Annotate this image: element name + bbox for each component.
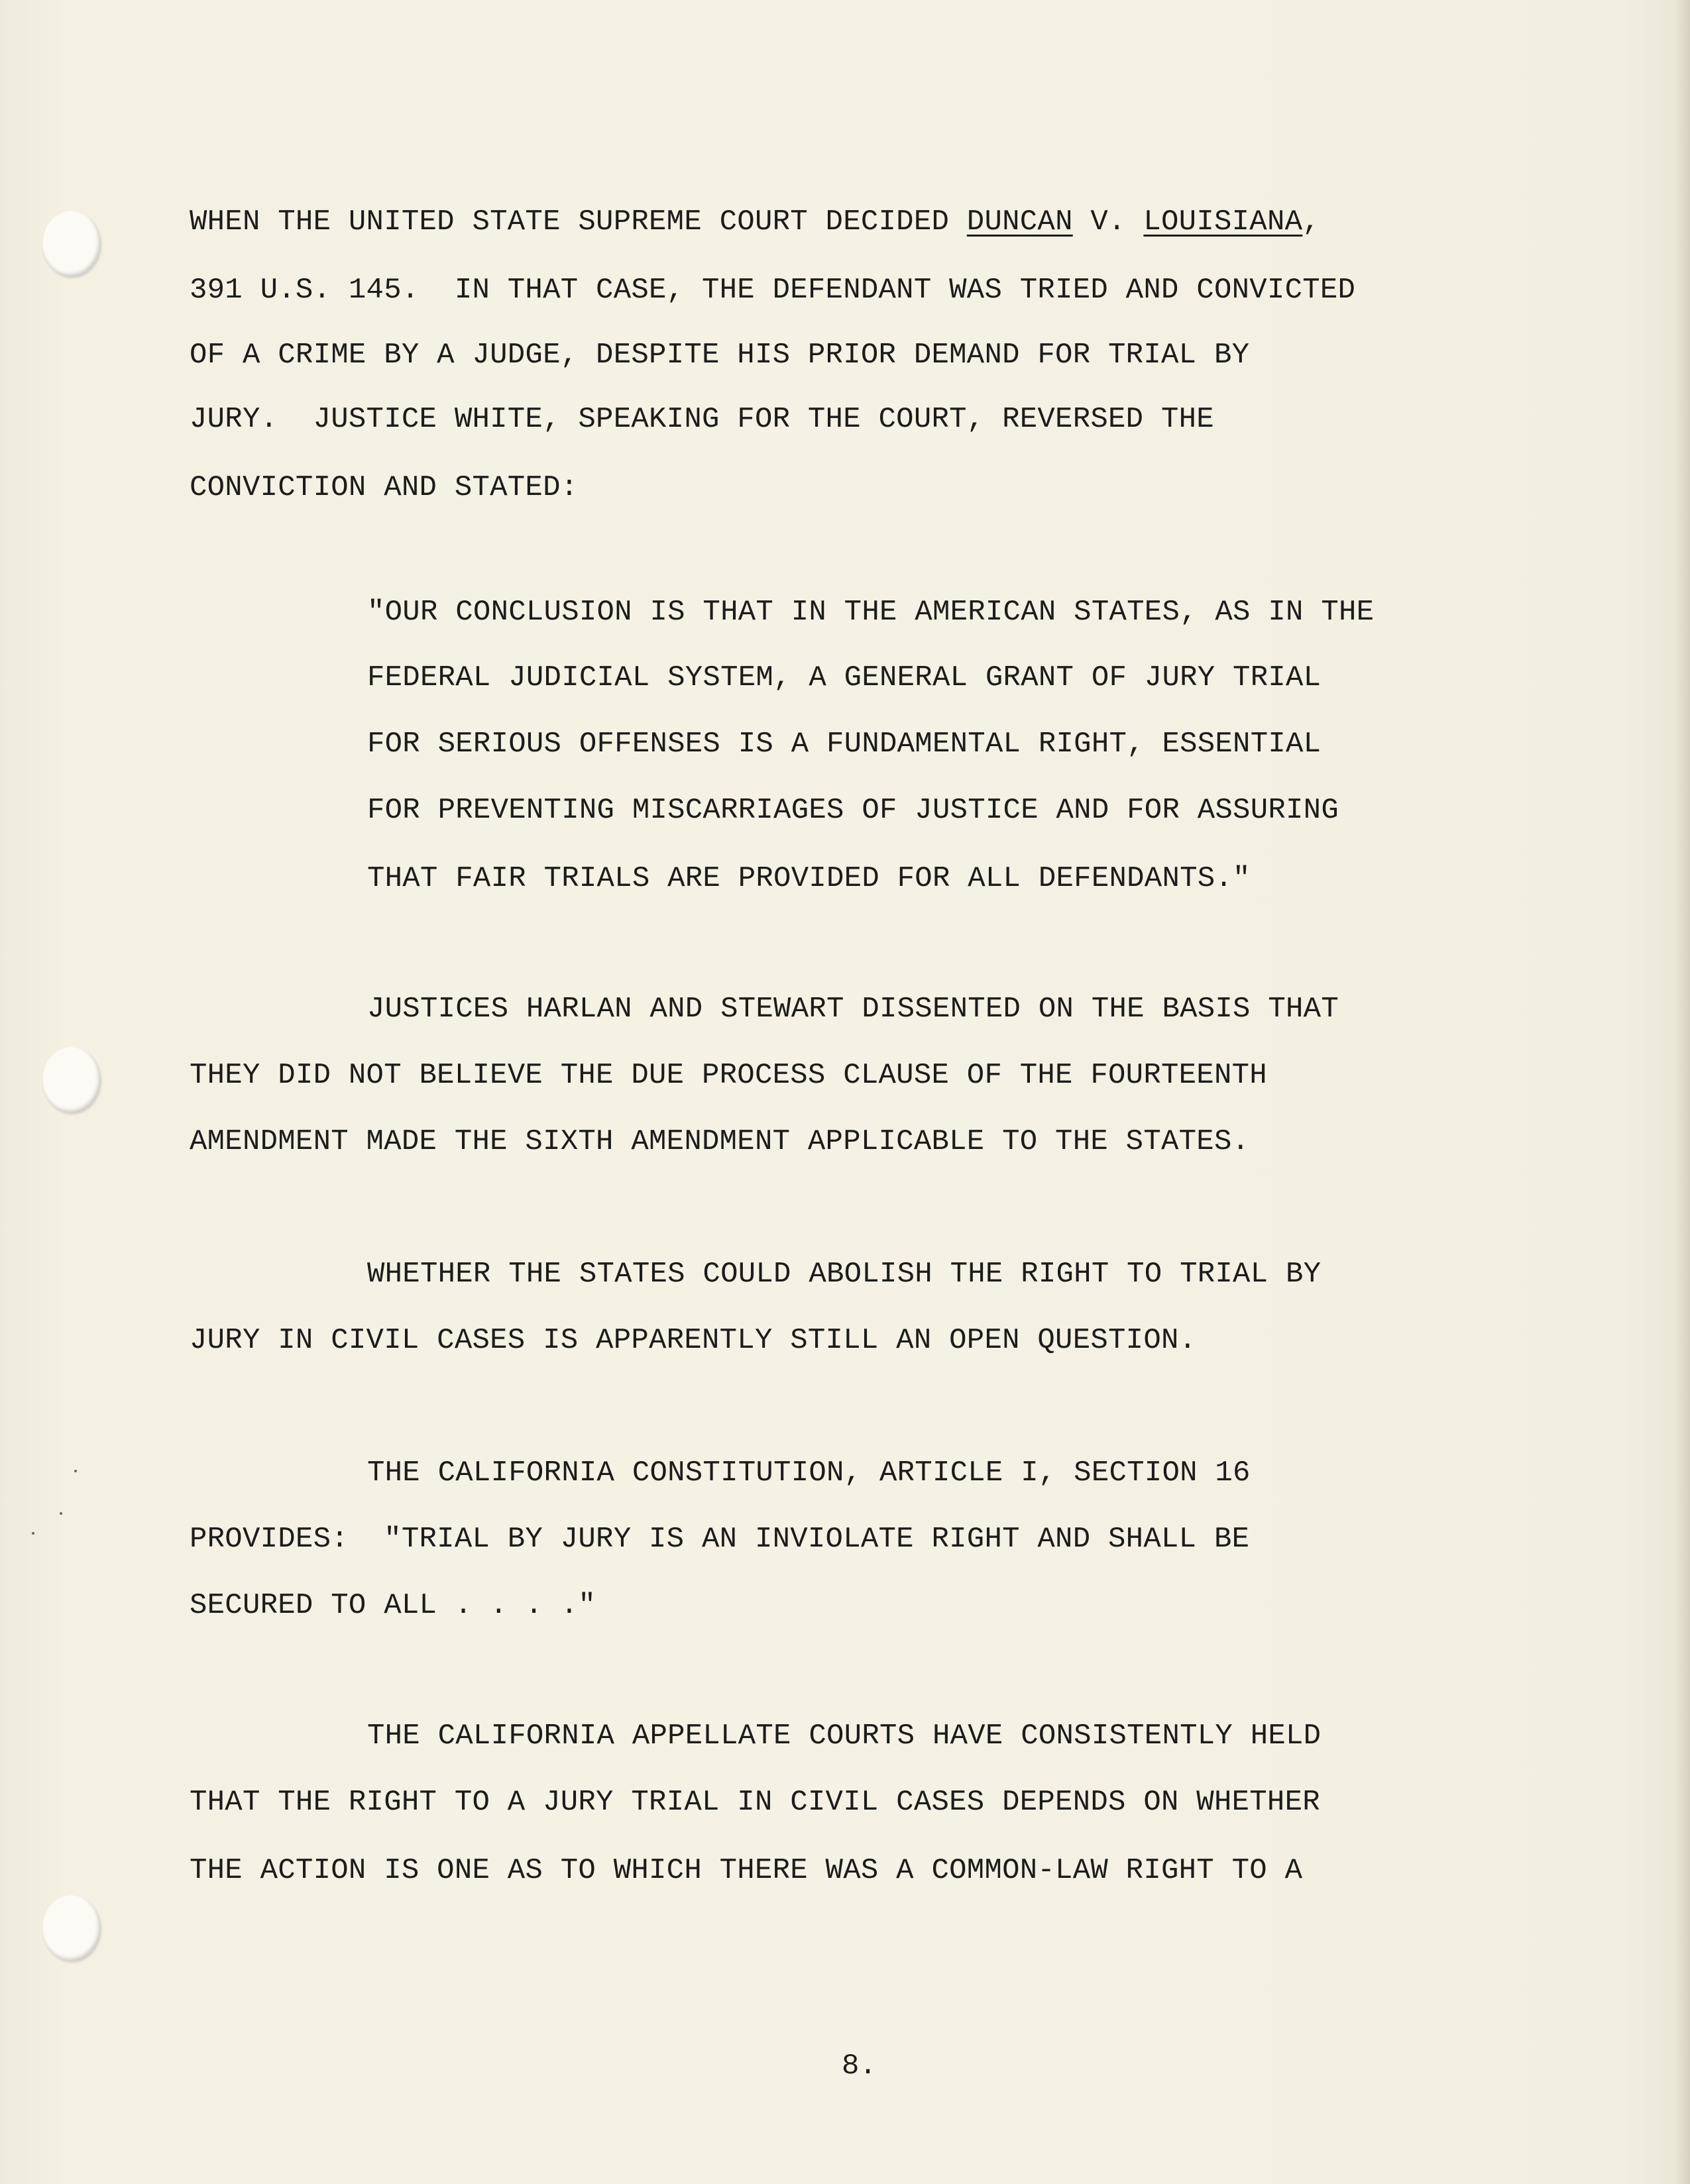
page-edge-shadow bbox=[1675, 0, 1690, 2184]
binder-hole-bottom bbox=[42, 1895, 101, 1961]
paragraph-1-line-2: 391 U.S. 145. IN THAT CASE, THE DEFENDANT WAS TRIED AND CONVICTED bbox=[190, 274, 1356, 307]
scan-speck bbox=[60, 1512, 62, 1515]
text-segment: V. bbox=[1072, 205, 1144, 239]
quote-line-4: FOR PREVENTING MISCARRIAGES OF JUSTICE AND FOR ASSURING bbox=[367, 794, 1339, 827]
scan-speck bbox=[74, 1470, 77, 1472]
quote-line-5: THAT FAIR TRIALS ARE PROVIDED FOR ALL DEFENDANTS." bbox=[367, 862, 1251, 895]
paragraph-1-line-5: CONVICTION AND STATED: bbox=[190, 471, 579, 504]
paragraph-3-line-1: WHETHER THE STATES COULD ABOLISH THE RIGHT TO TRIAL BY bbox=[367, 1258, 1322, 1291]
paragraph-3-line-2: JURY IN CIVIL CASES IS APPARENTLY STILL AN OPEN QUESTION. bbox=[190, 1324, 1197, 1357]
page-number: 8. bbox=[842, 2049, 877, 2083]
paragraph-2-line-1: JUSTICES HARLAN AND STEWART DISSENTED ON THE BASIS THAT bbox=[367, 993, 1339, 1026]
scan-speck bbox=[32, 1532, 34, 1535]
case-name-louisiana: LOUISIANA bbox=[1143, 205, 1303, 239]
paragraph-1-line-3: OF A CRIME BY A JUDGE, DESPITE HIS PRIOR DEMAND FOR TRIAL BY bbox=[190, 339, 1250, 372]
paragraph-1-line-1 bbox=[190, 203, 1320, 241]
paragraph-5-line-1: THE CALIFORNIA APPELLATE COURTS HAVE CONSISTENTLY HELD bbox=[367, 1720, 1322, 1753]
paragraph-2-line-2: THEY DID NOT BELIEVE THE DUE PROCESS CLAUSE OF THE FOURTEENTH bbox=[190, 1059, 1267, 1092]
paragraph-5-line-3: THE ACTION IS ONE AS TO WHICH THERE WAS A COMMON-LAW RIGHT TO A bbox=[190, 1854, 1303, 1887]
quote-line-2: FEDERAL JUDICIAL SYSTEM, A GENERAL GRANT OF JURY TRIAL bbox=[367, 661, 1322, 694]
quote-line-3: FOR SERIOUS OFFENSES IS A FUNDAMENTAL RIGHT, ESSENTIAL bbox=[367, 728, 1322, 761]
paragraph-4-line-3: SECURED TO ALL . . . ." bbox=[190, 1589, 596, 1622]
text-segment: WHEN THE UNITED STATE SUPREME COURT DECIDED bbox=[190, 205, 967, 239]
paragraph-4-line-2: PROVIDES: "TRIAL BY JURY IS AN INVIOLATE RIGHT AND SHALL BE bbox=[190, 1523, 1250, 1556]
binder-hole-middle bbox=[42, 1047, 101, 1113]
text-segment: , bbox=[1302, 205, 1320, 239]
paragraph-2-line-3: AMENDMENT MADE THE SIXTH AMENDMENT APPLICABLE TO THE STATES. bbox=[190, 1125, 1250, 1158]
case-name-duncan: DUNCAN bbox=[966, 205, 1073, 239]
paragraph-5-line-2: THAT THE RIGHT TO A JURY TRIAL IN CIVIL CASES DEPENDS ON WHETHER bbox=[190, 1786, 1320, 1819]
paragraph-1-line-4: JURY. JUSTICE WHITE, SPEAKING FOR THE COURT, REVERSED THE bbox=[190, 403, 1214, 436]
paragraph-4-line-1: THE CALIFORNIA CONSTITUTION, ARTICLE I, SECTION 16 bbox=[367, 1456, 1251, 1490]
binder-hole-top bbox=[42, 211, 101, 277]
quote-line-1: "OUR CONCLUSION IS THAT IN THE AMERICAN STATES, AS IN THE bbox=[367, 596, 1375, 629]
